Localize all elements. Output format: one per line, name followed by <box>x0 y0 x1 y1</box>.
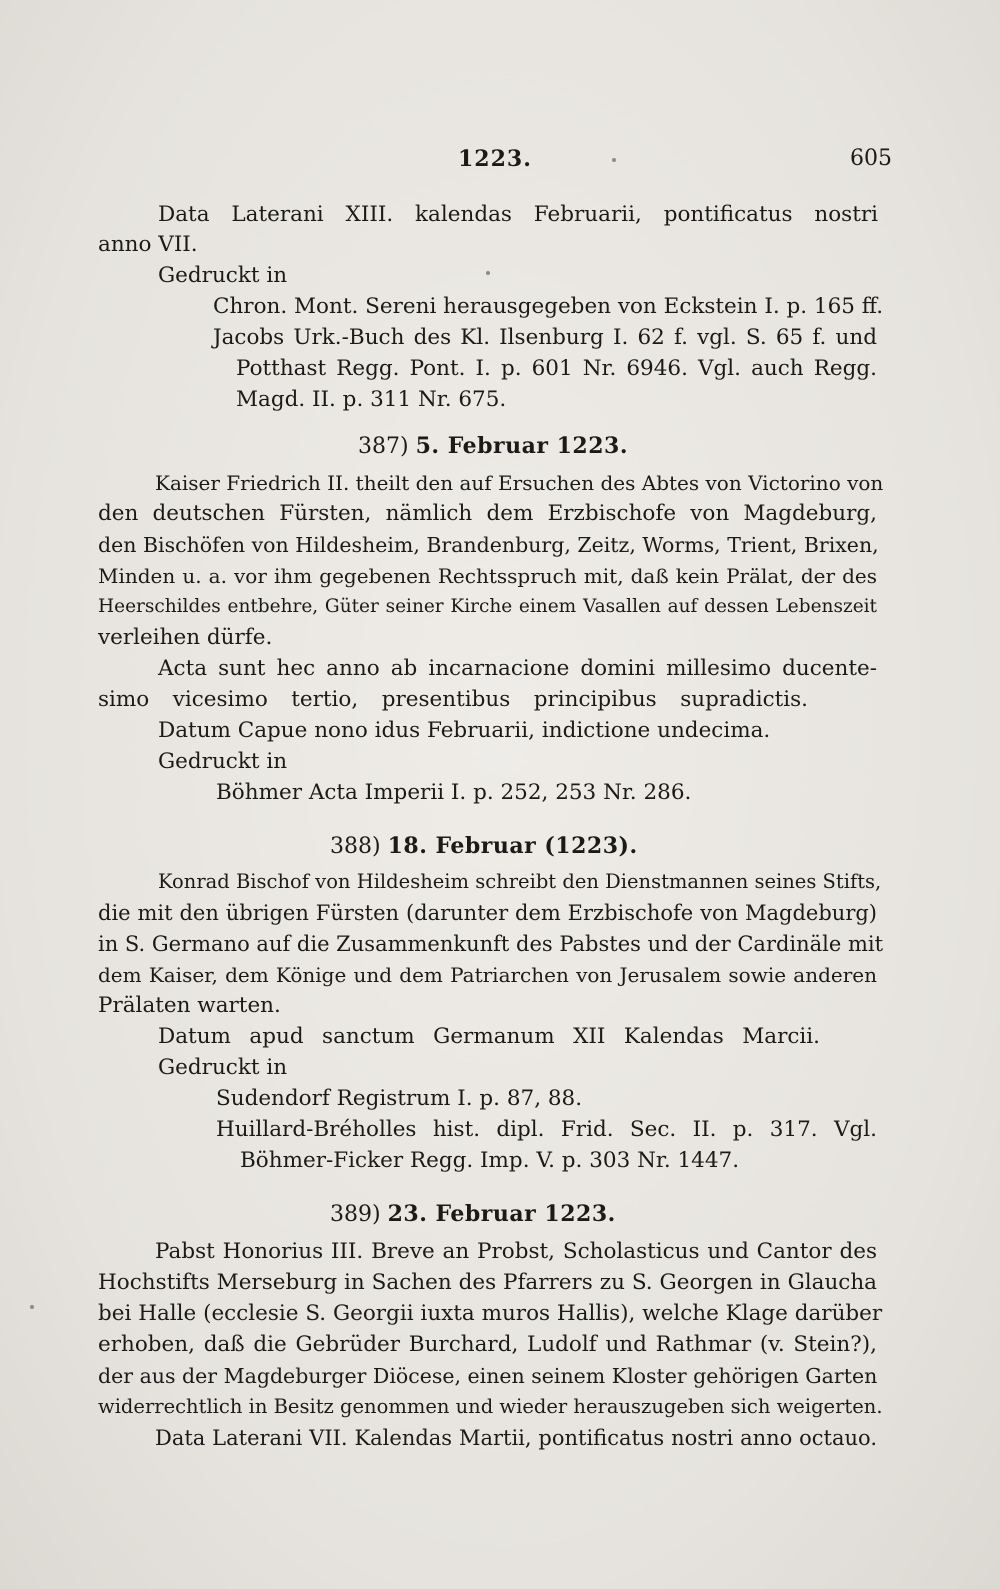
text-line: erhoben, daß die Gebrüder Burchard, Ludolf und Rathmar (v. Stein?), <box>98 1332 877 1357</box>
entry-date: 5. Februar 1223. <box>415 433 628 459</box>
citation-line: Böhmer Acta Imperii I. p. 252, 253 Nr. 286. <box>216 780 692 805</box>
citation-line: Böhmer-Ficker Regg. Imp. V. p. 303 Nr. 1447. <box>240 1148 740 1173</box>
text-line: Gedruckt in <box>158 263 288 288</box>
citation-line: Magd. II. p. 311 Nr. 675. <box>236 387 507 412</box>
text-line: Datum apud sanctum Germanum XII Kalendas Marcii. <box>158 1024 820 1049</box>
text-line: Acta sunt hec anno ab incarnacione domini millesimo ducente- <box>158 656 877 681</box>
text-line: bei Halle (ecclesie S. Georgii iuxta muros Hallis), welche Klage darüber <box>98 1301 883 1326</box>
text-line: in S. Germano auf die Zusammenkunft des Pabstes und der Cardinäle mit <box>98 932 884 956</box>
entry-date: 23. Februar 1223. <box>387 1201 616 1227</box>
text-line: die mit den übrigen Fürsten (darunter dem Erzbischofe von Magdeburg) <box>98 901 877 925</box>
citation-line: Potthast Regg. Pont. I. p. 601 Nr. 6946. Vgl. auch Regg. <box>236 356 877 381</box>
entry-date: 18. Februar (1223). <box>387 833 638 859</box>
text-line: Gedruckt in <box>158 749 288 774</box>
entry-heading-389 <box>330 1201 616 1227</box>
text-line: Kaiser Friedrich II. theilt den auf Ersuchen des Abtes von Victorino von <box>155 471 884 495</box>
text-line: den deutschen Fürsten, nämlich dem Erzbischofe von Magdeburg, <box>98 501 877 526</box>
citation-line: Sudendorf Registrum I. p. 87, 88. <box>216 1086 583 1111</box>
text-line: Datum Capue nono idus Februarii, indictione undecima. <box>158 718 771 743</box>
text-line: simo vicesimo tertio, presentibus principibus supradictis. <box>98 687 808 712</box>
text-line: Gedruckt in <box>158 1055 288 1080</box>
text-line: den Bischöfen von Hildesheim, Brandenburg, Zeitz, Worms, Trient, Brixen, <box>98 533 879 557</box>
text-line: verleihen dürfe. <box>98 625 273 650</box>
text-line: widerrechtlich in Besitz genommen und wieder herauszugeben sich weigerten. <box>98 1395 883 1418</box>
text-line: Pabst Honorius III. Breve an Probst, Scholasticus und Cantor des <box>155 1239 877 1264</box>
text-line: Hochstifts Merseburg in Sachen des Pfarrers zu S. Georgen in Glaucha <box>98 1270 877 1295</box>
text-line: der aus der Magdeburger Diöcese, einen seinem Kloster gehörigen Garten <box>98 1364 878 1388</box>
entry-number: 387) <box>358 434 409 459</box>
paper-speck <box>486 271 490 275</box>
entry-number: 388) <box>330 834 381 859</box>
running-header-year: 1223. <box>458 146 532 172</box>
entry-heading-387 <box>358 433 628 459</box>
paper-speck <box>30 1305 34 1309</box>
text-line: Data Laterani VII. Kalendas Martii, pontificatus nostri anno octauo. <box>155 1426 877 1450</box>
citation-line: Jacobs Urk.-Buch des Kl. Ilsenburg I. 62 f. vgl. S. 65 f. und <box>213 325 877 350</box>
text-line: Prälaten warten. <box>98 993 281 1018</box>
text-line: dem Kaiser, dem Könige und dem Patriarchen von Jerusalem sowie anderen <box>98 963 877 987</box>
text-line: anno VII. <box>98 232 198 257</box>
text-line: Minden u. a. vor ihm gegebenen Rechtsspruch mit, daß kein Prälat, der des <box>98 564 877 588</box>
citation-line: Chron. Mont. Sereni herausgegeben von Eckstein I. p. 165 ff. <box>213 294 884 319</box>
text-line: Heerschildes entbehre, Güter seiner Kirche einem Vasallen auf dessen Lebenszeit <box>98 596 877 617</box>
citation-line: Huillard-Bréholles hist. dipl. Frid. Sec. II. p. 317. Vgl. <box>216 1117 877 1142</box>
paper-speck <box>612 158 616 162</box>
entry-heading-388 <box>330 833 638 859</box>
page-number: 605 <box>850 146 892 171</box>
entry-number: 389) <box>330 1202 381 1227</box>
text-line: Data Laterani XIII. kalendas Februarii, pontificatus nostri <box>158 202 878 227</box>
text-line: Konrad Bischof von Hildesheim schreibt den Dienstmannen seines Stifts, <box>158 870 882 893</box>
